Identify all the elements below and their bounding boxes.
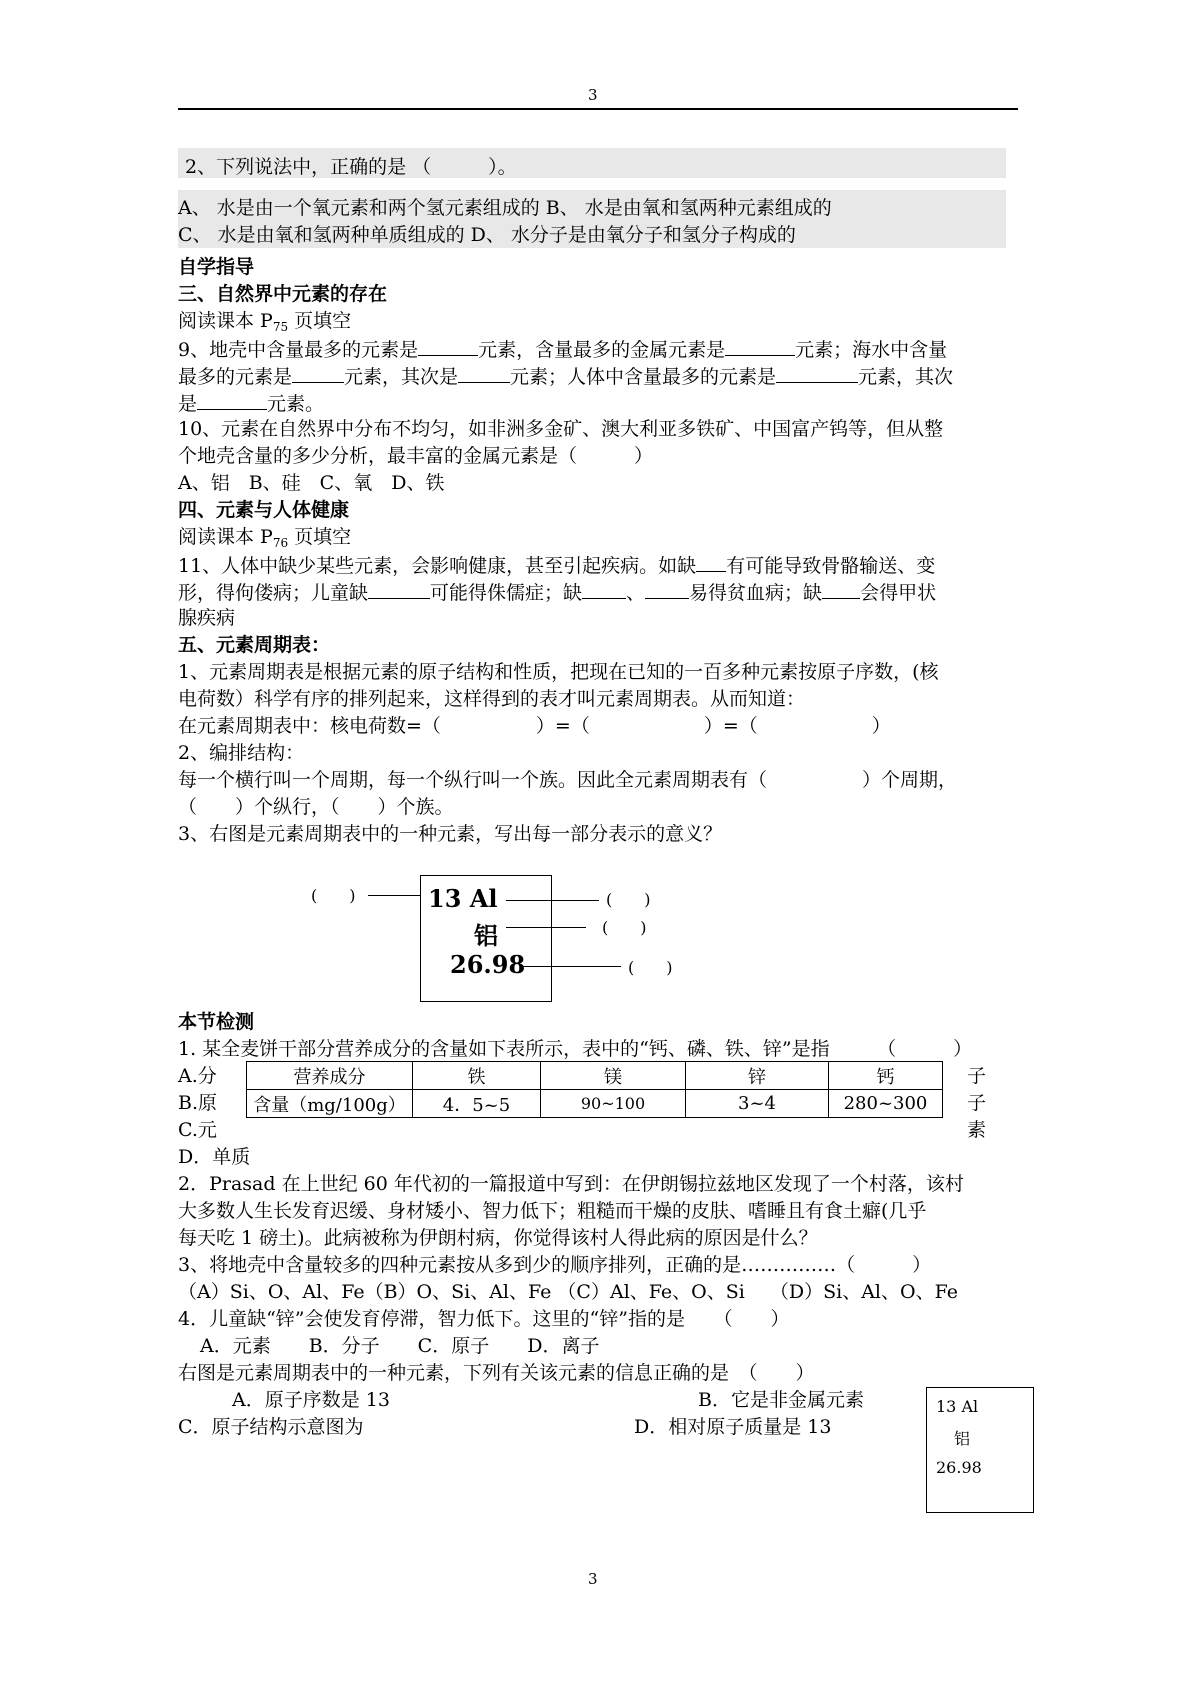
label-paren-left: ( ) <box>311 886 356 905</box>
test-q3-options: （A）Si、O、Al、Fe（B）O、Si、Al、Fe （C）Al、Fe、O、Si （D）Si、Al、O、Fe <box>178 1281 958 1303</box>
element-card-small-number-symbol: 13 Al <box>936 1397 979 1416</box>
q2-options-line2: C、 水是由氧和氢两种单质组成的 D、 水分子是由氧分子和氢分子构成的 <box>178 224 796 246</box>
pointer-line-name <box>506 927 586 928</box>
test-q1-option-c-end: 素 <box>967 1119 987 1141</box>
test-q1-option-a: A.分 <box>178 1065 217 1087</box>
element-card-small-name: 铝 <box>954 1429 971 1448</box>
element-card-small-mass: 26.98 <box>936 1458 982 1477</box>
q10-line1: 10、元素在自然界中分布不均匀，如非洲多金矿、澳大利亚多铁矿、中国富产钨等，但从整 <box>178 418 944 440</box>
table-row <box>247 1062 943 1090</box>
section4-read-instruction: 阅读课本 $P_{76}$ 页填空 <box>178 526 352 550</box>
table-header-cell: 锌 <box>686 1062 829 1090</box>
test-q5-option-d: D．相对原子质量是 13 <box>634 1416 832 1438</box>
q9-line3: 是 元素。 <box>178 389 324 418</box>
blank[interactable] <box>645 578 689 599</box>
test-q1-option-d: D．单质 <box>178 1146 251 1168</box>
section5-p1-line3: 在元素周期表中：核电荷数=（ ）=（ ）=（ ） <box>178 715 891 737</box>
test-q4-options: A．元素 B．分子 C．原子 D．离子 <box>200 1335 600 1357</box>
section4-title: 四、元素与人体健康 <box>178 499 350 521</box>
footer-page-number: 3 <box>588 1570 598 1588</box>
element-card-name: 铝 <box>474 921 498 950</box>
test-q1-option-b-end: 子 <box>967 1092 987 1114</box>
pointer-line-symbol <box>506 900 599 901</box>
element-card-mass: 26.98 <box>450 950 526 979</box>
q11-line2: 形，得佝偻病；儿童缺 可能得侏儒症；缺 、 易得贫血病；缺 会得甲状 <box>178 578 936 607</box>
pointer-line-mass <box>520 966 621 967</box>
table-header-cell: 镁 <box>541 1062 686 1090</box>
blank[interactable] <box>197 389 267 410</box>
section5-p1-line2: 电荷数）科学有序的排列起来，这样得到的表才叫元素周期表。从而知道： <box>178 688 806 710</box>
label-paren-symbol: ( ) <box>606 890 651 909</box>
nutrition-table <box>246 1061 943 1118</box>
q2-options-line1: A、 水是由一个氧元素和两个氢元素组成的 B、 水是由氧和氢两种元素组成的 <box>178 197 832 219</box>
section5-p2-line2: （ ）个纵行，（ ）个族。 <box>178 796 454 818</box>
label-paren-mass: ( ) <box>628 958 673 977</box>
table-header-cell: 营养成分 <box>247 1062 413 1090</box>
q2-stem: 2、下列说法中，正确的是 （ ）。 <box>185 156 517 178</box>
q9-line2: 最多的元素是 元素，其次是 元素；人体中含量最多的元素是 元素，其次 <box>178 362 953 391</box>
table-cell: 280~300 <box>829 1090 943 1118</box>
section5-p1-line1: 1、元素周期表是根据元素的原子结构和性质，把现在已知的一百多种元素按原子序数，(核 <box>178 661 939 683</box>
q10-line2: 个地壳含量的多少分析，最丰富的金属元素是（ ） <box>178 445 654 467</box>
blank[interactable] <box>725 335 795 356</box>
blank[interactable] <box>368 578 430 599</box>
test-q5-option-c: C．原子结构示意图为 <box>178 1416 364 1438</box>
test-q2-line3: 每天吃 1 磅土)。此病被称为伊朗村病，你觉得该村人得此病的原因是什么？ <box>178 1227 818 1249</box>
test-q1-option-b: B.原 <box>178 1092 218 1114</box>
blank[interactable] <box>696 551 726 572</box>
section5-title: 五、元素周期表： <box>178 634 331 656</box>
test-q2-line1: 2．Prasad 在上世纪 60 年代初的一篇报道中写到：在伊朗锡拉兹地区发现了一个村落，该村 <box>178 1173 964 1195</box>
table-cell: 3~4 <box>686 1090 829 1118</box>
test-q2-line2: 大多数人生长发育迟缓、身材矮小、智力低下；粗糙而干燥的皮肤、嗜睡且有食土癖(几乎 <box>178 1200 927 1222</box>
blank[interactable] <box>776 362 858 383</box>
header-page-number: 3 <box>588 86 598 104</box>
section5-p3: 3、右图是元素周期表中的一种元素，写出每一部分表示的意义？ <box>178 823 723 845</box>
table-row <box>247 1090 943 1118</box>
table-cell: 90~100 <box>541 1090 686 1118</box>
pointer-line-left <box>368 895 420 896</box>
element-card-number-symbol: 13 Al <box>428 884 498 913</box>
test-q1-option-c: C.元 <box>178 1119 217 1141</box>
section3-read-instruction: 阅读课本 $P_{75}$ 页填空 <box>178 310 352 334</box>
blank[interactable] <box>582 578 626 599</box>
test-q5-stem: 右图是元素周期表中的一种元素，下列有关该元素的信息正确的是 （ ） <box>178 1362 815 1384</box>
q9-line1: 9、地壳中含量最多的元素是 元素，含量最多的金属元素是 元素；海水中含量 <box>178 335 947 364</box>
blank[interactable] <box>458 362 510 383</box>
test-q5-option-b: B．它是非金属元素 <box>698 1389 864 1411</box>
test-title: 本节检测 <box>178 1011 255 1033</box>
table-header-cell: 铁 <box>413 1062 541 1090</box>
test-q5-option-a: A．原子序数是 13 <box>232 1389 390 1411</box>
test-q3-stem: 3、将地壳中含量较多的四种元素按从多到少的顺序排列，正确的是……………（ ） <box>178 1254 932 1276</box>
q11-line1: 11、人体中缺少某些元素，会影响健康，甚至引起疾病。如缺 有可能导致骨骼输送、变 <box>178 551 935 580</box>
section3-title: 三、自然界中元素的存在 <box>178 283 388 305</box>
q11-line3: 腺疾病 <box>178 607 236 629</box>
test-q1-option-a-end: 子 <box>967 1065 987 1087</box>
table-cell: 4．5~5 <box>413 1090 541 1118</box>
blank[interactable] <box>418 335 478 356</box>
table-cell: 含量（mg/100g） <box>247 1090 413 1118</box>
label-paren-name: ( ) <box>602 918 647 937</box>
test-q1-stem: 1. 某全麦饼干部分营养成分的含量如下表所示，表中的“钙、磷、铁、锌”是指 （ ） <box>178 1038 973 1060</box>
section-guide-title: 自学指导 <box>178 256 255 278</box>
section5-p2-title: 2、编排结构： <box>178 742 305 764</box>
q10-options: A、铝 B、硅 C、氧 D、铁 <box>178 472 445 494</box>
section5-p2-line1: 每一个横行叫一个周期，每一个纵行叫一个族。因此全元素周期表有（ ）个周期， <box>178 769 958 791</box>
header-rule <box>178 108 1018 110</box>
test-q4-stem: 4．儿童缺“锌”会使发育停滞，智力低下。这里的“锌”指的是 （ ） <box>178 1308 790 1330</box>
blank[interactable] <box>292 362 344 383</box>
table-header-cell: 钙 <box>829 1062 943 1090</box>
blank[interactable] <box>822 578 860 599</box>
